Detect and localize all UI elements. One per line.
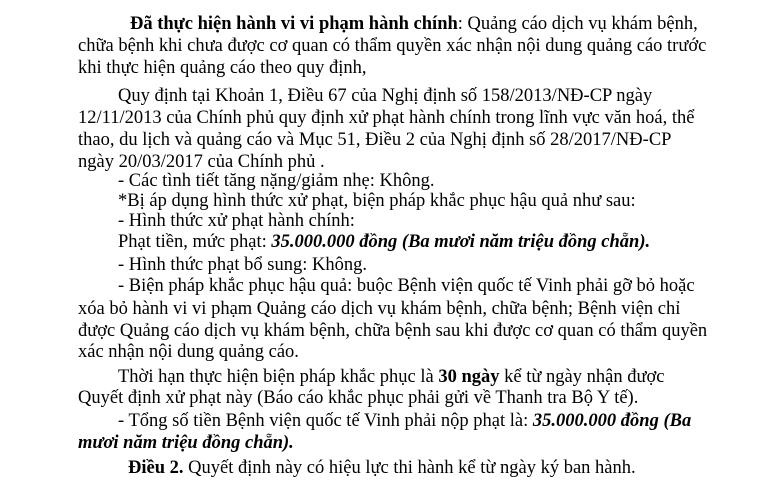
remedy-line-2: xóa bỏ hành vi vi phạm Quảng cáo dịch vụ khám bệnh, chữa bệnh; Bệnh viện chỉ xyxy=(78,299,681,319)
regulation-line-4: ngày 20/03/2017 của Chính phủ . xyxy=(78,152,325,172)
fine-label: Phạt tiền, mức phạt: xyxy=(118,232,272,252)
circumstances-line: - Các tình tiết tăng nặng/giảm nhẹ: Không. xyxy=(118,171,435,191)
remedy-line-3: được Quảng cáo dịch vụ khám bệnh, chữa bệnh sau khi được cơ quan có thẩm quyền xyxy=(78,321,708,341)
regulation-line-3: thao, du lịch và quảng cáo và Mục 51, Điều 2 của Nghị định số 28/2017/NĐ-CP xyxy=(78,130,672,150)
article-2-label: Điều 2. xyxy=(128,458,184,478)
deadline-pre: Thời hạn thực hiện biện pháp khắc phục là xyxy=(118,367,439,387)
total-label: - Tổng số tiền Bệnh viện quốc tế Vinh phải nộp phạt là: xyxy=(118,411,533,431)
total-amount-1: 35.000.000 đồng (Ba xyxy=(532,411,692,431)
deadline-line-1 xyxy=(118,366,664,388)
deadline-post: kể từ ngày nhận được xyxy=(499,367,665,387)
deadline-line-2: Quyết định xử phạt này (Báo cáo khắc phục phải gửi về Thanh tra Bộ Y tế). xyxy=(78,388,639,408)
violation-line-2: chữa bệnh khi chưa được cơ quan có thẩm quyền xác nhận nội dung quảng cáo trước xyxy=(78,36,707,56)
supplementary-line: - Hình thức phạt bổ sung: Không. xyxy=(118,255,367,275)
fine-amount: 35.000.000 đồng (Ba mươi năm triệu đồng chẵn). xyxy=(271,232,651,252)
admin-penalty-heading: - Hình thức xử phạt hành chính: xyxy=(118,211,355,231)
applied-forms-line: *Bị áp dụng hình thức xử phạt, biện pháp khắc phục hậu quả như sau: xyxy=(118,191,636,211)
total-amount-2: mươi năm triệu đồng chẵn). xyxy=(78,433,294,453)
violation-lead: Đã thực hiện hành vi vi phạm hành chính xyxy=(130,14,458,34)
total-line-2 xyxy=(78,432,294,454)
fine-line xyxy=(118,231,650,253)
violation-line-1 xyxy=(130,13,698,35)
remedy-line-4: xác nhận nội dung quảng cáo. xyxy=(78,342,299,362)
regulation-line-2: 12/11/2013 của Chính phủ quy định xử phạt hành chính trong lĩnh vực văn hoá, thể xyxy=(78,108,695,128)
total-line-1 xyxy=(118,410,691,432)
remedy-line-1: - Biện pháp khắc phục hậu quả: buộc Bệnh viện quốc tế Vinh phải gỡ bỏ hoặc xyxy=(118,276,695,296)
violation-line-3: khi thực hiện quảng cáo theo quy định, xyxy=(78,58,367,78)
regulation-line-1: Quy định tại Khoản 1, Điều 67 của Nghị định số 158/2013/NĐ-CP ngày xyxy=(118,86,653,106)
article-2-text: Quyết định này có hiệu lực thi hành kể từ ngày ký ban hành. xyxy=(183,458,636,478)
article-2-line xyxy=(128,457,636,479)
deadline-days: 30 ngày xyxy=(438,367,500,387)
violation-text: : Quảng cáo dịch vụ khám bệnh, xyxy=(457,14,698,34)
